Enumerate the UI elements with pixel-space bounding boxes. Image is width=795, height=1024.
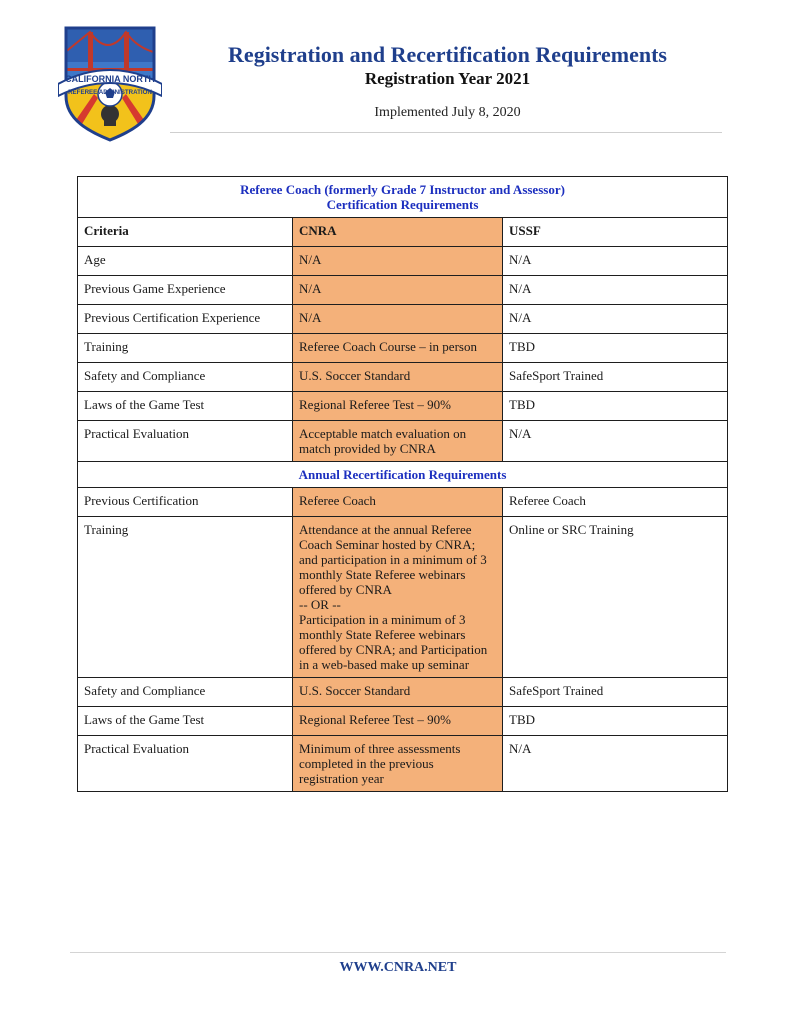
ussf-cell: N/A (503, 276, 728, 305)
requirements-table (77, 176, 728, 792)
training-primary: Attendance at the annual Referee Coach Seminar hosted by CNRA; and participation in a minimum of 3 monthly State Referee webinars offered by CNRA (299, 522, 487, 597)
ussf-cell: N/A (503, 305, 728, 334)
ussf-cell: N/A (503, 247, 728, 276)
cnra-cell: Regional Referee Test – 90% (293, 707, 503, 736)
page-subtitle: Registration Year 2021 (364, 69, 531, 88)
recert-banner: Annual Recertification Requirements (78, 462, 728, 488)
table-banner (78, 177, 728, 218)
cnra-cell: U.S. Soccer Standard (293, 678, 503, 707)
logo-arc-bottom: REFEREE ADMINISTRATION (68, 89, 152, 96)
column-header-row (78, 218, 728, 247)
ussf-cell: N/A (503, 736, 728, 792)
implemented-date: Implemented July 8, 2020 (374, 105, 521, 120)
training-alternative: Participation in a minimum of 3 monthly State Referee webinars offered by CNRA; and Participation in a web-based make up seminar (299, 612, 488, 672)
criteria-cell: Practical Evaluation (78, 736, 293, 792)
cnra-cell: N/A (293, 276, 503, 305)
footer-divider (70, 952, 726, 953)
ussf-cell: TBD (503, 334, 728, 363)
cnra-cell: Regional Referee Test – 90% (293, 392, 503, 421)
footer-url[interactable]: WWW.CNRA.NET (339, 960, 457, 975)
cnra-cell: Referee Coach (293, 488, 503, 517)
cnra-cell: N/A (293, 305, 503, 334)
criteria-cell: Safety and Compliance (78, 363, 293, 392)
table-row (78, 488, 728, 517)
table-row (78, 305, 728, 334)
criteria-cell: Training (78, 517, 293, 678)
criteria-cell: Age (78, 247, 293, 276)
ussf-cell: SafeSport Trained (503, 678, 728, 707)
cnra-cell: N/A (293, 247, 503, 276)
column-header-ussf: USSF (503, 218, 728, 247)
cnra-cell: Acceptable match evaluation on match provided by CNRA (293, 421, 503, 462)
training-or: -- OR -- (299, 597, 341, 612)
cnra-cell: Minimum of three assessments completed in the previous registration year (293, 736, 503, 792)
ussf-cell: Online or SRC Training (503, 517, 728, 678)
criteria-cell: Previous Certification (78, 488, 293, 517)
table-row (78, 678, 728, 707)
criteria-cell: Training (78, 334, 293, 363)
table-row (78, 517, 728, 678)
table-row (78, 247, 728, 276)
header-divider (170, 132, 722, 133)
ussf-cell: N/A (503, 421, 728, 462)
page-title: Registration and Recertification Requirements (228, 42, 667, 67)
table-row (78, 736, 728, 792)
ussf-cell: SafeSport Trained (503, 363, 728, 392)
ussf-cell: TBD (503, 707, 728, 736)
criteria-cell: Safety and Compliance (78, 678, 293, 707)
table-row (78, 421, 728, 462)
banner-title: Referee Coach (formerly Grade 7 Instructor and Assessor) (240, 182, 565, 197)
banner-subtitle: Certification Requirements (326, 197, 479, 212)
column-header-criteria: Criteria (78, 218, 293, 247)
criteria-cell: Previous Game Experience (78, 276, 293, 305)
table-row (78, 363, 728, 392)
table-row (78, 707, 728, 736)
criteria-cell: Laws of the Game Test (78, 392, 293, 421)
cnra-cell: Referee Coach Course – in person (293, 334, 503, 363)
ussf-cell: Referee Coach (503, 488, 728, 517)
cnra-cell: U.S. Soccer Standard (293, 363, 503, 392)
criteria-cell: Practical Evaluation (78, 421, 293, 462)
logo-arc-top: CALIFORNIA NORTH (65, 74, 155, 84)
table-row (78, 334, 728, 363)
table-row (78, 276, 728, 305)
criteria-cell: Previous Certification Experience (78, 305, 293, 334)
cnra-cell (293, 517, 503, 678)
ussf-cell: TBD (503, 392, 728, 421)
table-row (78, 392, 728, 421)
column-header-cnra: CNRA (293, 218, 503, 247)
cnra-logo (58, 24, 162, 144)
criteria-cell: Laws of the Game Test (78, 707, 293, 736)
